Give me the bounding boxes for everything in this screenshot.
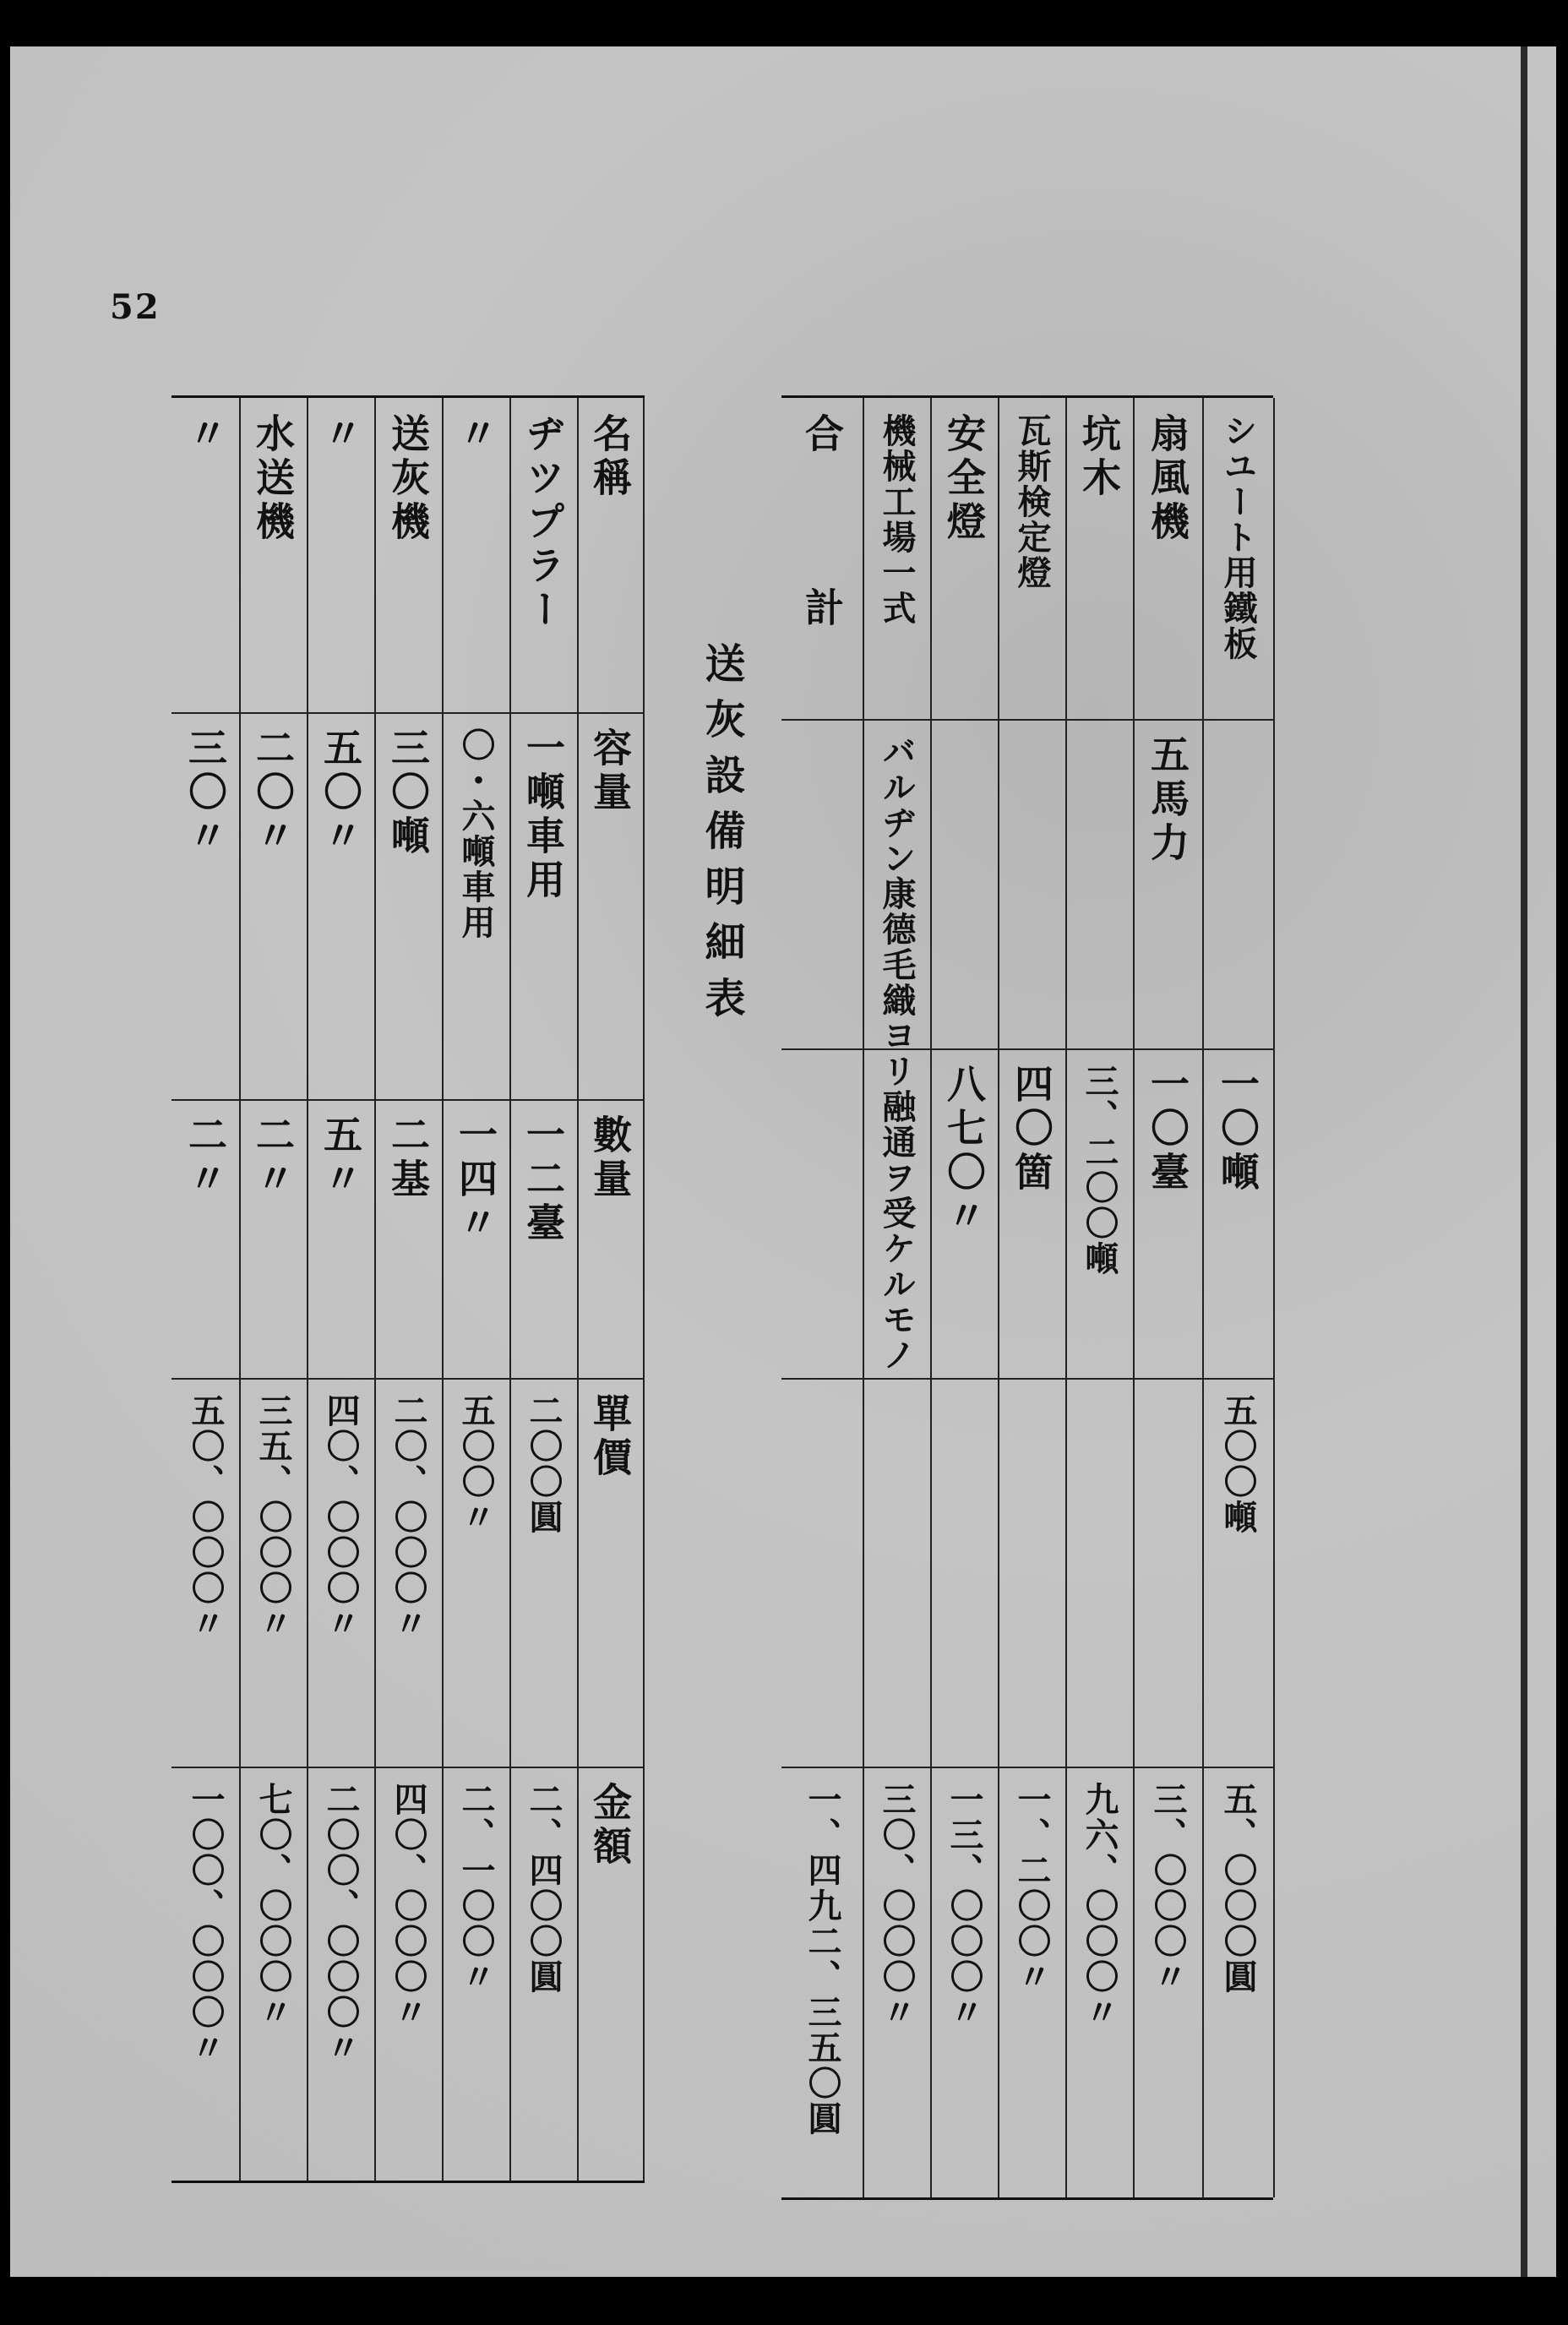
cell-unit-price: 四〇、〇〇〇〃 bbox=[321, 1393, 361, 1642]
cell-name: 〃 bbox=[182, 413, 228, 457]
cell-unit-price: 二〇〇圓 bbox=[524, 1393, 564, 1535]
cell-unit-price: 二〇、〇〇〇〃 bbox=[389, 1393, 428, 1642]
cell-quantity: 一〇臺 bbox=[1145, 1064, 1190, 1195]
table-row bbox=[1133, 398, 1204, 2197]
header-name: 名稱 bbox=[587, 413, 633, 501]
cell-name: 瓦斯検定燈 bbox=[1012, 413, 1052, 591]
header-quantity: 數量 bbox=[587, 1114, 633, 1202]
cell-quantity: 二基 bbox=[385, 1114, 431, 1202]
header-unit-price: 單價 bbox=[587, 1393, 633, 1481]
cell-name: シユート用鐵板 bbox=[1218, 413, 1258, 662]
cell-amount: 三、〇〇〇〃 bbox=[1148, 1782, 1188, 1995]
cell-amount: 三〇、〇〇〇〃 bbox=[877, 1782, 917, 2030]
cell-name: 水送機 bbox=[250, 413, 296, 545]
cell-unit-price: 五〇〇〃 bbox=[456, 1393, 496, 1535]
cell-quantity: 五〃 bbox=[318, 1114, 363, 1202]
cell-amount: 二、四〇〇圓 bbox=[524, 1782, 564, 1995]
cell-name: 坑木 bbox=[1076, 413, 1122, 501]
table-row bbox=[374, 398, 444, 2181]
table-row bbox=[863, 398, 932, 2197]
cell-amount: 四〇、〇〇〇〃 bbox=[389, 1782, 428, 2030]
header-capacity: 容量 bbox=[587, 727, 633, 815]
table-row bbox=[1065, 398, 1135, 2197]
cell-amount: 二〇〇、〇〇〇〃 bbox=[321, 1782, 361, 2066]
cell-remark: バルヂン康德毛織ヨリ融通ヲ受ケルモノ bbox=[877, 734, 917, 1373]
cell-quantity: 一四〃 bbox=[453, 1114, 498, 1246]
cell-amount: 一三、〇〇〇〃 bbox=[945, 1782, 984, 2030]
cell-quantity: 八七〇〃 bbox=[941, 1064, 987, 1239]
cell-amount: 九六、〇〇〇〃 bbox=[1080, 1782, 1119, 2030]
cell-quantity: 二〃 bbox=[250, 1114, 296, 1202]
total-label: 合計 bbox=[799, 413, 845, 761]
cell-capacity: 一噸車用 bbox=[520, 727, 566, 903]
cell-unit-price: 五〇〇噸 bbox=[1218, 1393, 1258, 1535]
total-row bbox=[781, 398, 864, 2197]
header-amount: 金額 bbox=[587, 1782, 633, 1870]
cell-name: 安全燈 bbox=[941, 413, 987, 545]
left-table bbox=[172, 395, 645, 2183]
cell-capacity: 三〇噸 bbox=[385, 727, 431, 859]
cell-name: 〃 bbox=[453, 413, 498, 457]
table-row bbox=[239, 398, 308, 2181]
table-row bbox=[998, 398, 1067, 2197]
cell-capacity: 五〇〃 bbox=[318, 727, 363, 859]
cell-capacity: 五馬力 bbox=[1145, 734, 1190, 866]
cell-amount: 二、一〇〇〃 bbox=[456, 1782, 496, 1995]
cell-name: 送灰機 bbox=[385, 413, 431, 545]
page-number: 52 bbox=[110, 287, 161, 327]
cell-amount: 一〇〇、〇〇〇〃 bbox=[186, 1782, 226, 2066]
cell-quantity: 二〃 bbox=[182, 1114, 228, 1202]
cell-quantity: 四〇箇 bbox=[1009, 1064, 1054, 1195]
cell-name: ヂツプラー bbox=[520, 413, 566, 633]
table-row bbox=[307, 398, 376, 2181]
cell-unit-price: 五〇、〇〇〇〃 bbox=[186, 1393, 226, 1642]
cell-amount: 一、二〇〇〃 bbox=[1012, 1782, 1052, 1995]
cell-capacity: 〇・六噸車用 bbox=[456, 727, 496, 940]
table-row bbox=[1202, 398, 1275, 2197]
total-amount: 一、四九二、三五〇圓 bbox=[803, 1782, 842, 2137]
cell-name: 機械工場一式 bbox=[877, 413, 917, 626]
right-table bbox=[781, 395, 1273, 2200]
cell-name: 〃 bbox=[318, 413, 363, 457]
table-row bbox=[509, 398, 579, 2181]
cell-unit-price: 三五、〇〇〇〃 bbox=[253, 1393, 293, 1642]
cell-quantity: 三、二〇〇噸 bbox=[1080, 1064, 1119, 1277]
table-title: 送灰設備明細表 bbox=[698, 642, 745, 1032]
cell-capacity: 三〇〃 bbox=[182, 727, 228, 859]
table-row bbox=[442, 398, 511, 2181]
cell-amount: 七〇、〇〇〇〃 bbox=[253, 1782, 293, 2030]
cell-amount: 五、〇〇〇圓 bbox=[1218, 1782, 1258, 1995]
cell-capacity: 二〇〃 bbox=[250, 727, 296, 859]
table-row bbox=[172, 398, 241, 2181]
cell-quantity: 一二臺 bbox=[520, 1114, 566, 1246]
table-row bbox=[930, 398, 999, 2197]
cell-name: 扇風機 bbox=[1145, 413, 1190, 545]
header-column bbox=[577, 398, 645, 2181]
cell-quantity: 一〇噸 bbox=[1215, 1064, 1260, 1195]
page-edge-shadow bbox=[1521, 46, 1527, 2277]
